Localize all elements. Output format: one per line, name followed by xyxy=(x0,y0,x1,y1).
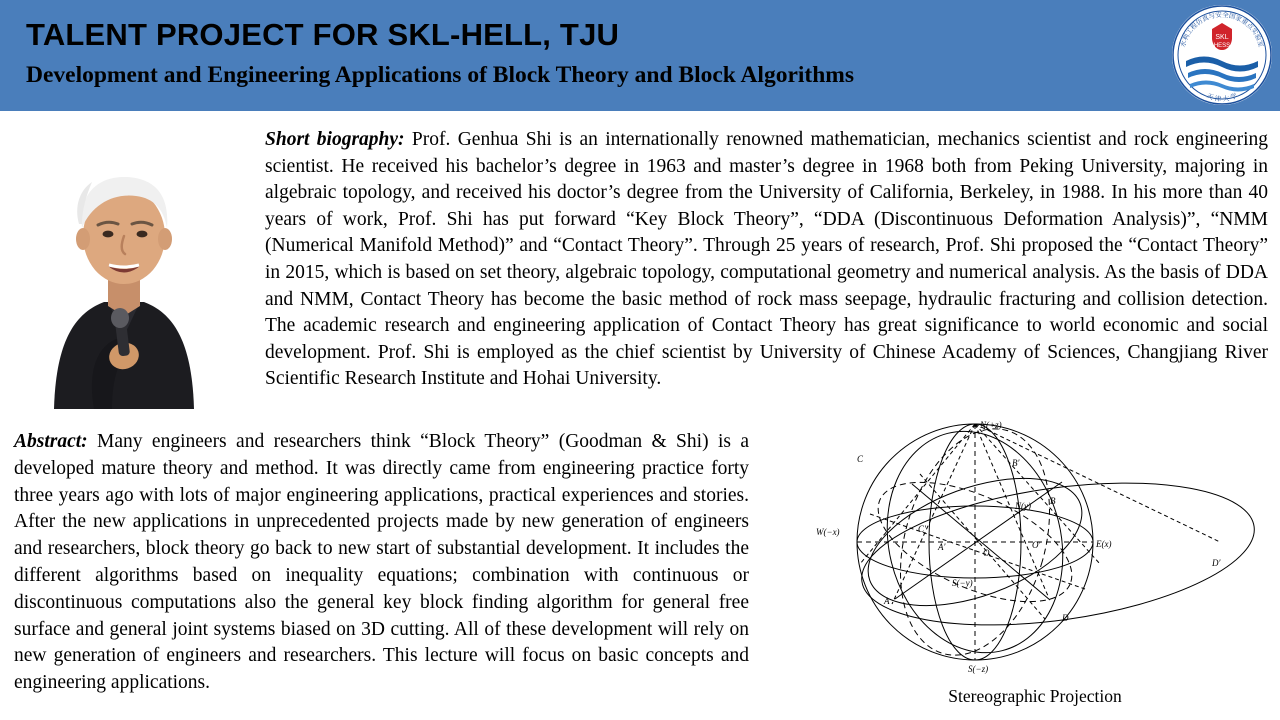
short-biography xyxy=(265,127,1268,393)
label-d: D xyxy=(1062,613,1069,623)
label-c-prime: C′ xyxy=(918,524,926,534)
abstract-text: Many engineers and researchers think “Block Theory” (Goodman & Shi) is a developed mature theory and method. It was directly came from engineering practice forty three years ago with lots of major engineering applications, practical experiences and stories. After the new applications in unprecedented projects made by new generation of engineers and researchers, block theory go back to new start of substantial development. It includes the different algorithms based on inequality equations; combination with continuous or discontinuous computations also the general key block finding algorithm for general free surface and general joint systems biased on 3D cutting. All of these development will rely on new generation of engineers and researchers. This lecture will focus on basic concepts and engineering applications. xyxy=(14,431,749,694)
header-banner xyxy=(0,0,1280,111)
label-a-prime: A′ xyxy=(938,542,946,552)
figure-caption: Stereographic Projection xyxy=(948,686,1122,706)
university-logo xyxy=(1172,5,1272,105)
page-title: TALENT PROJECT FOR SKL-HELL, TJU xyxy=(26,17,620,52)
label-d-prime: D′ xyxy=(1212,558,1221,568)
biography-label: Short biography: xyxy=(265,129,405,150)
label-east: E(x) xyxy=(1096,539,1112,549)
label-n-y: N(y) xyxy=(1015,501,1031,511)
label-c: C xyxy=(857,454,864,464)
page-subtitle: Development and Engineering Applications of Block Theory and Block Algorithms xyxy=(26,62,855,88)
svg-text:HESS: HESS xyxy=(1213,43,1231,49)
label-b-prime: B′ xyxy=(1012,458,1020,468)
stereographic-projection-figure xyxy=(800,414,1270,714)
abstract-label: Abstract: xyxy=(14,431,88,452)
label-south: S(−z) xyxy=(968,664,989,674)
svg-text:水利工程仿真与安全国家重点实验室: 水利工程仿真与安全国家重点实验室 xyxy=(1178,10,1266,49)
abstract-section xyxy=(14,429,749,697)
speaker-photo xyxy=(16,124,231,409)
label-north: N(+z) xyxy=(980,420,1002,430)
label-b: B xyxy=(1050,496,1056,506)
svg-text:天 津 大 学: 天 津 大 学 xyxy=(1205,91,1239,104)
label-west: W(−x) xyxy=(816,527,840,537)
university-logo-icon xyxy=(1172,5,1272,105)
stereographic-projection-diagram xyxy=(800,414,1270,684)
label-s-y: S(−y) xyxy=(952,578,973,588)
biography-text: Prof. Genhua Shi is an internationally renowned mathematician, mechanics scientist and rock engineering scientist. He received his bachelor’s degree in 1963 and master’s degree in 1968 both from Peking University, majoring in algebraic topology, and received his doctor’s degree from the University of California, Berkeley, in 1988. In his more than 40 years of work, Prof. Shi has put forward “Key Block Theory”, “DDA (Discontinuous Deformation Analysis)”, “NMM (Numerical Manifold Method)” and “Contact Theory”. Through 25 years of research, Prof. Shi proposed the “Contact Theory” in 2015, which is based on set theory, algebraic topology, computational geometry and numerical analysis. As the basis of DDA and NMM, Contact Theory has become the basic method of rock mass seepage, hydraulic fracturing and collision detection. The academic research and engineering application of Contact Theory has great significance to world economic and social development. Prof. Shi is employed as the chief scientist by University of Chinese Academy of Sciences, Changjiang River Scientific Research Institute and Hohai University. xyxy=(265,129,1268,390)
label-o: O xyxy=(983,548,990,558)
svg-text:SKL: SKL xyxy=(1215,34,1229,41)
label-a: A xyxy=(884,596,890,606)
speaker-photo-illustration xyxy=(16,124,231,409)
label-o-prime: O′ xyxy=(1032,540,1041,550)
